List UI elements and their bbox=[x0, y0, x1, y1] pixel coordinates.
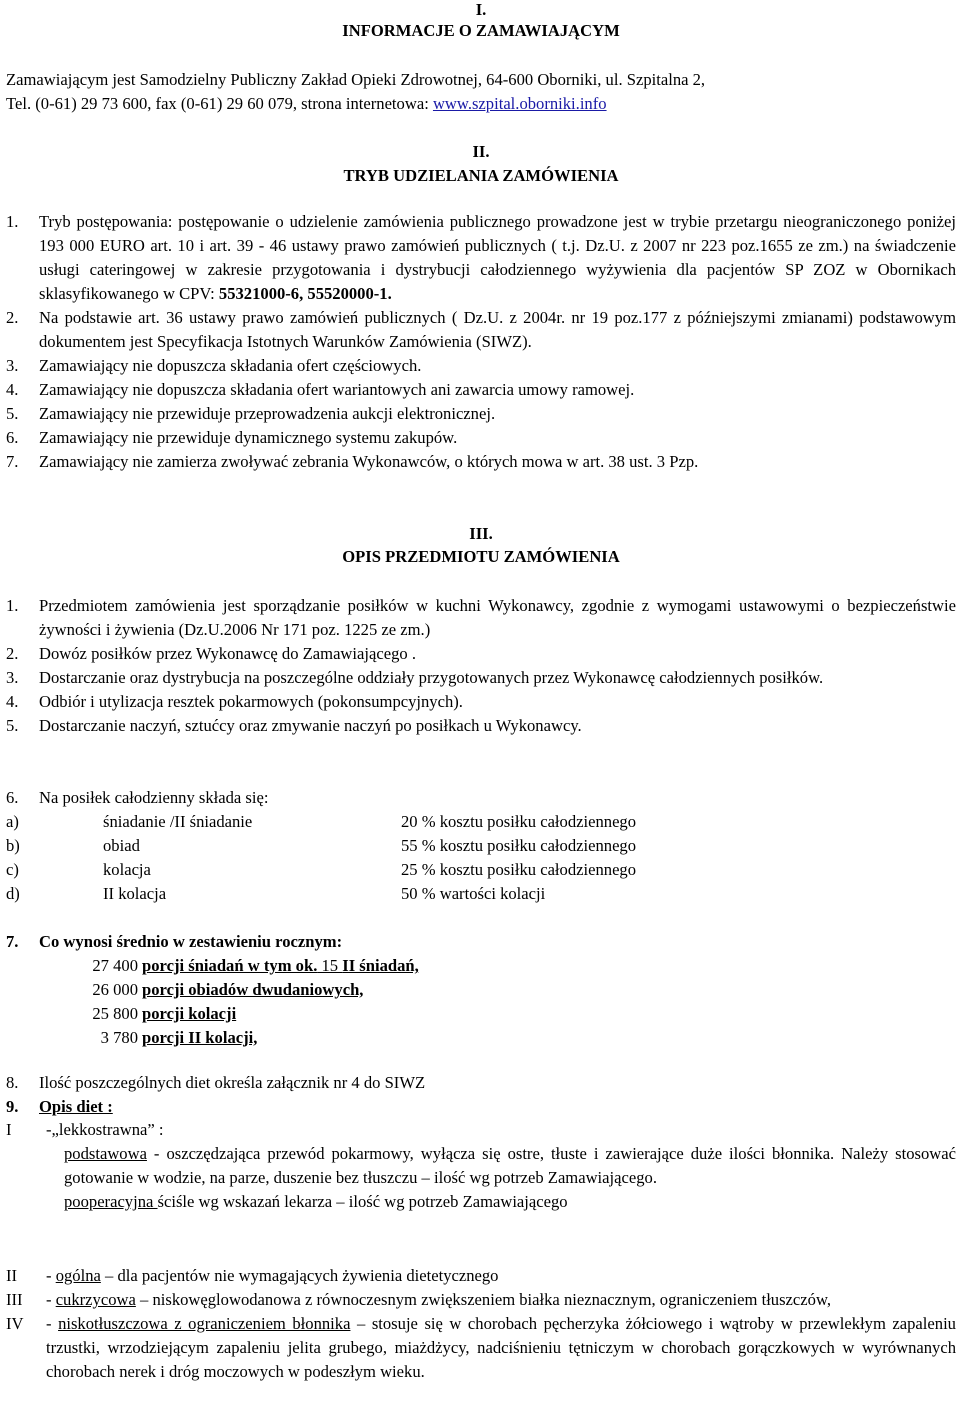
meal-name: obiad bbox=[103, 836, 140, 855]
list-number: 6. bbox=[6, 788, 19, 807]
list-number: 2. bbox=[6, 308, 19, 327]
list-text: Zamawiający nie dopuszcza składania ofert częściowych. bbox=[39, 356, 422, 375]
cpv-codes: 55321000-6, 55520000-1. bbox=[218, 284, 392, 303]
portion-label bbox=[142, 954, 419, 978]
list-text: Dostarczanie oraz dystrybucja na poszczególne oddziały przygotowanych przez Wykonawcę całodziennych posiłków. bbox=[39, 668, 824, 687]
diet-prefix: - bbox=[46, 1314, 59, 1333]
diet-label: I bbox=[6, 1120, 12, 1139]
list-number: 1. bbox=[6, 212, 19, 231]
list-text: Dowóz posiłków przez Wykonawcę do Zamawiającego . bbox=[39, 644, 416, 663]
portion-extra: 15 bbox=[317, 956, 343, 975]
list-text bbox=[39, 210, 956, 306]
diet-label: II bbox=[6, 1266, 18, 1285]
diet-text bbox=[46, 1288, 956, 1312]
portion-type: porcji II kolacji, bbox=[142, 1028, 258, 1047]
diet-label: IV bbox=[6, 1314, 24, 1333]
portion-type-2: II śniadań, bbox=[342, 956, 419, 975]
list-text: Zamawiający nie dopuszcza składania ofert wariantowych ani zawarcia umowy ramowej. bbox=[39, 380, 635, 399]
portion-type: porcji kolacji bbox=[142, 1004, 237, 1023]
procedure-list bbox=[6, 210, 956, 474]
diet-item bbox=[6, 1264, 956, 1288]
list-item bbox=[6, 354, 956, 378]
list-number: 1. bbox=[6, 596, 19, 615]
portion-type: porcji śniadań w tym ok. bbox=[142, 956, 318, 975]
list-item bbox=[6, 450, 956, 474]
portion-count: 27 400 bbox=[92, 956, 138, 975]
list-item bbox=[6, 378, 956, 402]
list-item bbox=[6, 210, 956, 306]
list-text: Dostarczanie naczyń, sztućcy oraz zmywanie naczyń po posiłkach u Wykonawcy. bbox=[39, 716, 582, 735]
list-item bbox=[6, 642, 956, 666]
list-item bbox=[6, 690, 956, 714]
list-number: 4. bbox=[6, 380, 19, 399]
list-text: Odbiór i utylizacja resztek pokarmowych (pokonsumpcyjnych). bbox=[39, 692, 463, 711]
meal-name: kolacja bbox=[103, 860, 151, 879]
meal-cost-share: 25 % kosztu posiłku całodziennego bbox=[401, 860, 637, 879]
list-number: 7. bbox=[6, 932, 19, 951]
meal-composition-heading bbox=[6, 786, 956, 810]
list-text: Zamawiający nie zamierza zwoływać zebrania Wykonawców, o których mowa w art. 38 ust. 3 Pzp. bbox=[39, 452, 699, 471]
meal-row bbox=[6, 834, 956, 858]
meal-name: śniadanie /II śniadanie bbox=[103, 812, 253, 831]
meal-letter: c) bbox=[6, 860, 19, 879]
list-text: Zamawiający nie przewiduje dynamicznego systemu zakupów. bbox=[39, 428, 458, 447]
meal-letter: a) bbox=[6, 812, 19, 831]
meal-cost-share: 50 % wartości kolacji bbox=[401, 884, 546, 903]
diet-subtype-text: - oszczędzająca przewód pokarmowy, wyłącza się ostre, tłuste i zawierające duże ilości błonnika. Należy stosować gotowanie w wodzie, na parze, duszenie bez tłuszczu – ilość wg potrzeb Zamawiającego. bbox=[64, 1144, 956, 1187]
section-1-number: I. bbox=[475, 0, 487, 19]
diet-prefix: - bbox=[46, 1266, 56, 1285]
diet-count-note bbox=[6, 1071, 956, 1095]
diet-prefix: - bbox=[46, 1290, 56, 1309]
diet-list-2 bbox=[6, 1264, 956, 1384]
list-text: Przedmiotem zamówienia jest sporządzanie posiłków w kuchni Wykonawcy, zgodnie z wymogami ustawowymi o bezpieczeństwie żywności i żywienia (Dz.U.2006 Nr 171 poz. 1225 ze zm.) bbox=[39, 596, 956, 639]
diet-label: III bbox=[6, 1290, 23, 1309]
diet-text bbox=[46, 1264, 956, 1288]
annual-portions bbox=[6, 954, 956, 1050]
meal-cost-share: 20 % kosztu posiłku całodziennego bbox=[401, 812, 637, 831]
portion-row bbox=[6, 954, 956, 978]
annual-summary-heading bbox=[6, 930, 956, 954]
diet-title: -„lekkostrawna” : bbox=[46, 1120, 164, 1139]
list-item bbox=[6, 666, 956, 690]
portion-row bbox=[6, 1026, 956, 1050]
diet-description: – niskowęglowodanowa z równoczesnym zwiększeniem białka nieznacznym, ograniczeniem tłuszczów, bbox=[135, 1290, 832, 1309]
diet-item bbox=[6, 1312, 956, 1384]
list-number: 2. bbox=[6, 644, 19, 663]
list-number: 5. bbox=[6, 716, 19, 735]
procedure-text: Tryb postępowania: postępowanie o udzielenie zamówienia publicznego prowadzone jest w trybie przetargu nieograniczonego poniżej 193 000 EURO art. 10 i art. 39 - 46 ustawy prawo zamówień publicznych ( t.j. Dz.U. z 2007 nr 223 poz.1655 ze zm.) na świadczenie usługi cateringowej w zakresie przygotowania i dystrybucji całodziennego wyżywienia dla pacjentów SP ZOZ w Obornikach sklasyfikowanego w CPV: bbox=[39, 212, 956, 303]
diet-item bbox=[6, 1288, 956, 1312]
list-text: Opis diet : bbox=[39, 1097, 113, 1116]
list-item bbox=[6, 402, 956, 426]
list-text: Zamawiający nie przewiduje przeprowadzenia aukcji elektronicznej. bbox=[39, 404, 496, 423]
diet-subtype-text: ściśle wg wskazań lekarza – ilość wg potrzeb Zamawiającego bbox=[157, 1192, 568, 1211]
diet-description-heading bbox=[6, 1095, 956, 1119]
diet-name: cukrzycowa bbox=[55, 1290, 136, 1309]
diet-item bbox=[6, 1118, 956, 1142]
portion-count: 26 000 bbox=[92, 980, 138, 999]
portion-type: porcji obiadów dwudaniowych, bbox=[142, 980, 364, 999]
diet-description: – dla pacjentów nie wymagających żywienia dietetycznego bbox=[100, 1266, 499, 1285]
list-text: Na posiłek całodzienny składa się: bbox=[39, 788, 269, 807]
list-number: 6. bbox=[6, 428, 19, 447]
portion-count: 3 780 bbox=[100, 1028, 138, 1047]
meal-row bbox=[6, 882, 956, 906]
list-text: Ilość poszczególnych diet określa załącznik nr 4 do SIWZ bbox=[39, 1073, 426, 1092]
section-3-title: OPIS PRZEDMIOTU ZAMÓWIENIA bbox=[342, 547, 620, 566]
list-text: Na podstawie art. 36 ustawy prawo zamówień publicznych ( Dz.U. z 2004r. nr 19 poz.177 z późniejszymi zmianami) podstawowym dokumentem jest Specyfikacja Istotnych Warunków Zamówienia (SIWZ). bbox=[39, 308, 956, 351]
diet-subtype bbox=[6, 1142, 956, 1190]
list-text: Co wynosi średnio w zestawieniu rocznym: bbox=[39, 932, 343, 951]
diet-description: – stosuje się w chorobach pęcherzyka żółciowego i wątroby w przewlekłym zapaleniu trzustki, wrzodziejącym zapaleniu jelita grubego, miażdżycy, nadciśnieniu tętniczym w chorobach gorączkowych w wyrównanych chorobach nerek i dróg moczowych w podeszłym wieku. bbox=[46, 1314, 956, 1381]
diet-name: ogólna bbox=[55, 1266, 101, 1285]
list-item bbox=[6, 426, 956, 450]
portion-count: 25 800 bbox=[92, 1004, 138, 1023]
website-link[interactable]: www.szpital.oborniki.info bbox=[432, 94, 607, 113]
list-item bbox=[6, 594, 956, 642]
meal-letter: b) bbox=[6, 836, 20, 855]
meal-letter: d) bbox=[6, 884, 20, 903]
list-number: 5. bbox=[6, 404, 19, 423]
diet-subtype-name: podstawowa bbox=[64, 1144, 147, 1163]
list-number: 4. bbox=[6, 692, 19, 711]
contractor-address: Zamawiającym jest Samodzielny Publiczny Zakład Opieki Zdrowotnej, 64-600 Oborniki, ul. Szpitalna 2, bbox=[6, 70, 706, 89]
list-item bbox=[6, 714, 956, 738]
meal-name: II kolacja bbox=[103, 884, 167, 903]
diet-list bbox=[6, 1118, 956, 1214]
meal-cost-share: 55 % kosztu posiłku całodziennego bbox=[401, 836, 637, 855]
section-2-title: TRYB UDZIELANIA ZAMÓWIENIA bbox=[343, 166, 619, 185]
diet-name: niskotłuszczowa z ograniczeniem błonnika bbox=[58, 1314, 351, 1333]
meal-table bbox=[6, 810, 956, 906]
contractor-contact bbox=[6, 92, 956, 116]
portion-row bbox=[6, 978, 956, 1002]
list-number: 8. bbox=[6, 1073, 19, 1092]
contact-text: Tel. (0-61) 29 73 600, fax (0-61) 29 60 079, strona internetowa: bbox=[6, 94, 433, 113]
diet-subtype-name: pooperacyjna bbox=[64, 1192, 158, 1211]
subject-list bbox=[6, 594, 956, 738]
list-item bbox=[6, 306, 956, 354]
section-3-number: III. bbox=[469, 524, 493, 543]
section-2-number: II. bbox=[472, 142, 490, 161]
diet-text bbox=[46, 1312, 956, 1384]
list-number: 3. bbox=[6, 356, 19, 375]
diet-subtype bbox=[6, 1190, 956, 1214]
meal-row bbox=[6, 858, 956, 882]
section-1-title: INFORMACJE O ZAMAWIAJĄCYM bbox=[342, 21, 620, 40]
list-number: 9. bbox=[6, 1097, 19, 1116]
list-number: 7. bbox=[6, 452, 19, 471]
portion-row bbox=[6, 1002, 956, 1026]
list-number: 3. bbox=[6, 668, 19, 687]
meal-row bbox=[6, 810, 956, 834]
